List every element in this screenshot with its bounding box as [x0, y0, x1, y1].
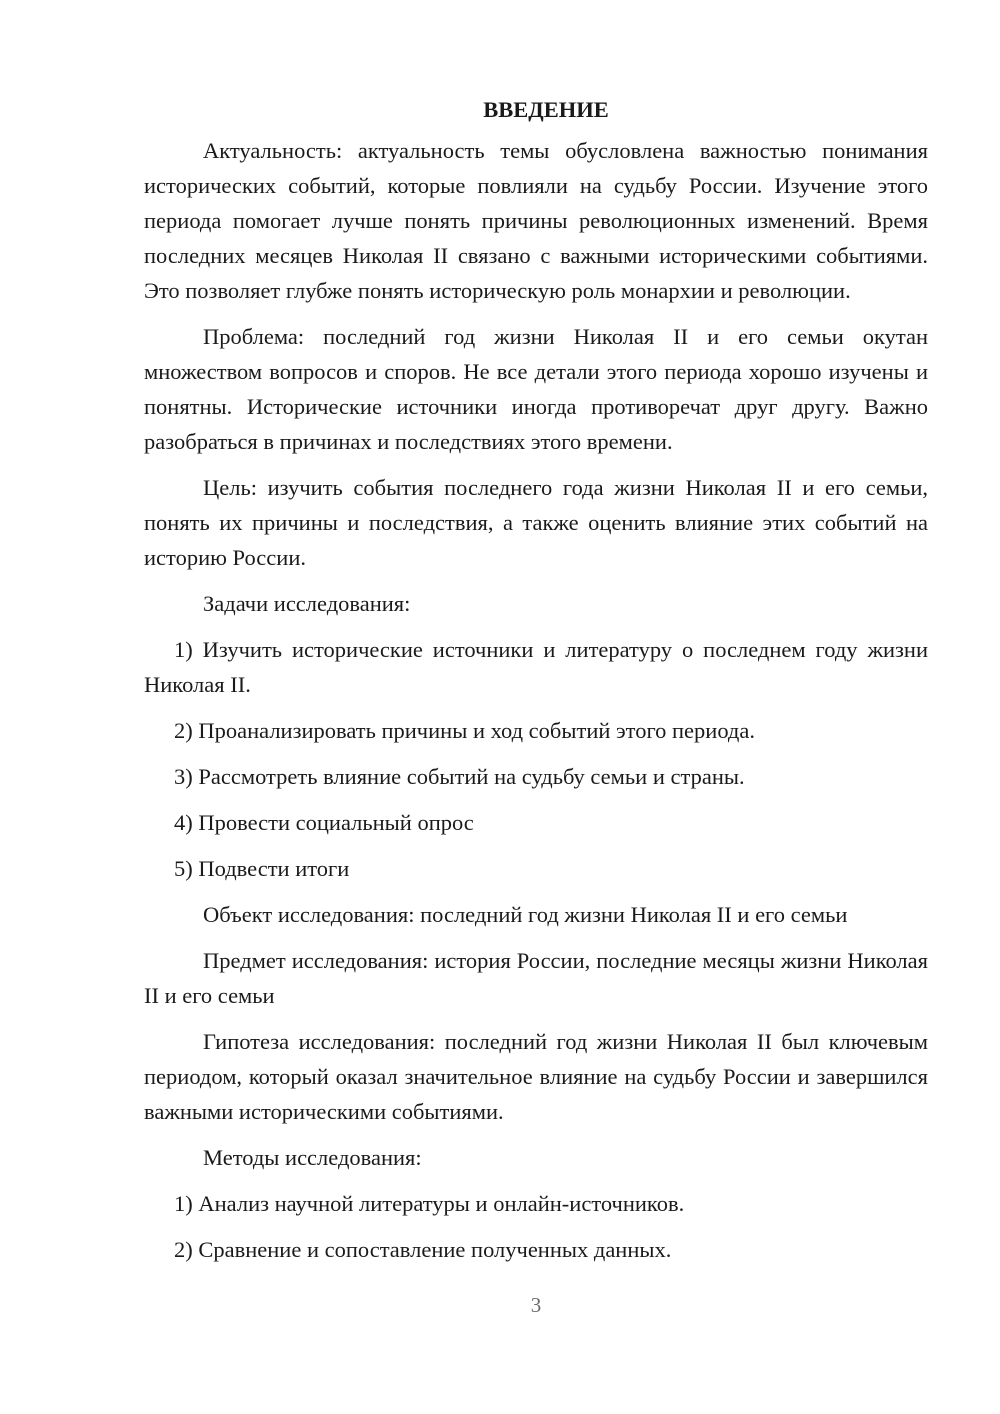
task-item: 1) Изучить исторические источники и литературу о последнем году жизни Николая II.: [144, 637, 928, 697]
document-page: [144, 92, 928, 1278]
object-paragraph: Объект исследования: последний год жизни Николая II и его семьи: [203, 902, 848, 927]
methods-title: Методы исследования:: [203, 1145, 422, 1170]
tasks-title: Задачи исследования:: [203, 591, 411, 616]
relevance-paragraph: Актуальность: актуальность темы обусловлена важностью понимания исторических событий, которые повлияли на судьбу России. Изучение этого периода помогает лучше понять причины революционных изменений. Время последних месяцев Николая II связано с важными историческими событиями. Это позволяет глубже понять историческую роль монархии и революции.: [144, 138, 928, 303]
task-item: 2) Проанализировать причины и ход событий этого периода.: [174, 718, 755, 743]
goal-paragraph: Цель: изучить события последнего года жизни Николая II и его семьи, понять их причины и последствия, а также оценить влияние этих событий на историю России.: [144, 475, 928, 570]
task-item: 5) Подвести итоги: [174, 856, 350, 881]
task-item: 3) Рассмотреть влияние событий на судьбу семьи и страны.: [174, 764, 745, 789]
hypothesis-paragraph: Гипотеза исследования: последний год жизни Николая II был ключевым периодом, который оказал значительное влияние на судьбу России и завершился важными историческими событиями.: [144, 1029, 928, 1124]
section-heading: ВВЕДЕНИЕ: [483, 97, 609, 122]
subject-paragraph: Предмет исследования: история России, последние месяцы жизни Николая II и его семьи: [144, 948, 928, 1008]
method-item: 2) Сравнение и сопоставление полученных данных.: [174, 1237, 672, 1262]
problem-paragraph: Проблема: последний год жизни Николая II и его семьи окутан множеством вопросов и споров. Не все детали этого периода хорошо изучены и понятны. Исторические источники иногда противоречат друг другу. Важно разобраться в причинах и последствиях этого времени.: [144, 324, 928, 454]
method-item: 1) Анализ научной литературы и онлайн-источников.: [174, 1191, 685, 1216]
page-number: 3: [530, 1293, 542, 1317]
task-item: 4) Провести социальный опрос: [174, 810, 474, 835]
